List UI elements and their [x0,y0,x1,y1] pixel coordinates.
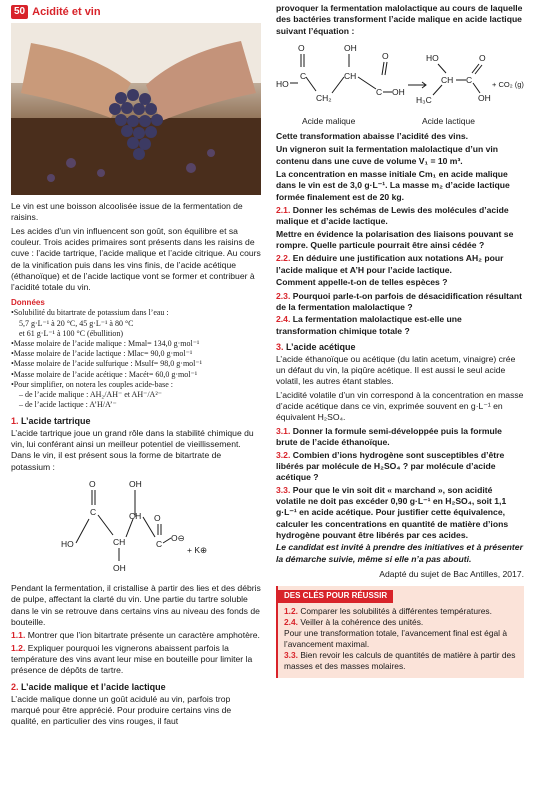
chem-atom: + K⊕ [187,544,208,555]
chem-atom: CH [344,71,357,82]
question-text: En déduire une justification aux notations AH₂ pour l’acide malique et A’H pour l’acide lactique. [276,253,504,275]
chem-atom: O [154,512,161,523]
bitartrate-structure [11,475,261,583]
donnee-line: – de l’acide malique : AH₂/AH⁻ et AH⁻/A²⁻ [19,390,162,400]
chem-atom: C [376,87,383,98]
chem-atom: O [89,478,96,489]
chem-atom: H₃C [416,95,432,106]
question-number: 3.2. [276,449,291,460]
section-3-title: L’acide acétique [286,341,356,352]
chem-atom: HO [61,538,74,549]
right-paragraph-3: La concentration en masse initiale Cm₁ en acide malique dans le vin est de 3,0 g·L⁻¹. La masse m₂ d’acide lactique formée finalement est de 20 kg. [276,169,510,202]
tip-item [284,650,518,672]
right-paragraph-1: Cette transformation abaisse l’acidité des vins. [276,131,468,142]
exercise-header [11,4,261,20]
tip-item [284,606,518,617]
question-2-1 [276,205,524,228]
donnees-title: Données [11,297,45,307]
tip-text: Veiller à la cohérence des unités. [300,616,424,627]
question-text: Donner la formule semi-développée puis la formule brute de l’acide éthanoïque. [276,425,502,448]
section-1-heading [11,416,261,428]
chem-atom: O [479,53,486,64]
chem-atom: C [90,506,97,517]
chem-atom: OH [129,478,142,489]
donnee-line: •Masse molaire de l’acide sulfurique : Msulf= 98,0 g·mol⁻¹ [11,359,203,369]
exercise-title: Acidité et vin [32,5,101,18]
intro-paragraph-1: Le vin est une boisson alcoolisée issue de la fermentation de raisins. [11,201,243,223]
question-3-2 [276,450,524,484]
tip-text: Bien revoir les calculs de quantités de matière à partir des masses et des masses molaires. [284,650,516,672]
right-paragraph-4: L’acide éthanoïque ou acétique (du latin acetum, vinaigre) crée un défaut du vin, la piqûre acétique. Il est aussi le seul acide volatil, les autres étant stables. [276,353,516,387]
question-number: 2.3. [276,290,291,301]
question-2-4 [276,314,524,337]
section-1-title: L’acide tartrique [21,415,91,426]
donnee-line: – de l’acide lactique : A’H/A’⁻ [19,400,117,410]
grapes-illustration [11,23,261,195]
question-3-1 [276,426,524,449]
question-number: 2.4. [276,314,291,325]
question-text: Expliquer pourquoi les vignerons abaissent parfois la température des vins avant leur mise en bouteille pour limiter la présence de dépôts de tartre. [11,642,253,676]
question-1-1 [11,630,261,641]
donnee-line: •Pour simplifier, on notera les couples acide-base : [11,379,173,389]
tips-box [276,586,524,678]
chem-atom: CH [129,510,142,521]
question-text: Combien d’ions hydrogène sont susceptibles d’être libérés par molécule de H₂SO₄ ? par molécule d’acide acétique ? [276,449,505,483]
question-2-1-follow: Mettre en évidence la polarisation des liaisons pouvant se rompre. Quelle particule pourrait être ainsi cédée ? [276,228,514,251]
chem-atom: OH [344,43,357,54]
intro-text [11,201,261,294]
question-1-2 [11,643,261,677]
chem-atom: O [298,43,305,54]
tip-number: 3.3. [284,650,298,661]
tip-item [284,628,518,650]
acide-lactique-label: Acide lactique [422,116,475,127]
section-2-heading [11,682,261,694]
section-1-number: 1. [11,415,19,426]
question-2-3 [276,291,524,314]
chem-atom: OH [478,93,491,104]
donnees-list [11,308,261,410]
chem-atom: CH [441,75,454,86]
question-number: 1.2. [11,642,26,653]
tip-number: 1.2. [284,605,298,616]
tip-text: Pour une transformation totale, l’avancement final est égal à l’avancement maximal. [284,628,507,650]
chem-atom: HO [426,53,439,64]
acide-malique-label: Acide malique [302,116,356,127]
malolactic-equation [276,39,524,131]
intro-paragraph-2: Les acides d’un vin influencent son goût, son équilibre et sa couleur. Trois acides primaires sont présents dans les raisins de cuve : l’acide tartrique, l’acide malique et l’acide citrique. Au cours de la vinification puis dans les vins finis, de l’acide acétique (éthanoïque) et de l’acide lactique vont se former et contribuer à l’acidité totale du vin. [11,225,261,293]
section-2-text: L’acide malique donne un goût acidulé au vin, parfois trop marqué pour être apprécié. Pour produire certains vins de qualité, en particulier des vins rouges, il faut [11,693,232,727]
question-text: Pour que le vin soit dit « marchand », son acidité volatile ne doit pas excéder 0,90 g·L⁻¹ en H₂SO₄, soit 1,1 g·L⁻¹ en acide acétique. Pour justifier cette équivalence, calculer les concentrations en quantité de matière d’ions hydrogène pouvant être libérés par ces acides. [276,484,509,540]
section-2-continued: provoquer la fermentation malolactique au cours de laquelle des bactéries transforment l’acide malique en acide lactique suivant l’équation : [276,3,523,36]
section-1-after: Pendant la fermentation, il cristallise à partir des lies et des débris de pulpe, affectant la clarté du vin. Une partie du tartre soluble dans le vin se retrouve dans certains vins au niveau des fonds de bouteille. [11,582,261,627]
chem-atom: CH [113,536,126,547]
instruction-note: Le candidat est invité à prendre des initiatives et à présenter la démarche suivie, même si elle n’a pas abouti. [276,542,523,564]
chem-atom: O [382,51,389,62]
right-paragraph-2: Un vigneron suit la fermentation malolactique d’un vin contenu dans une cuve de volume V₁ = 10 m³. [276,144,499,166]
donnee-line: •Solubilité du bitartrate de potassium dans l’eau : [11,308,169,318]
chem-atom: C [156,538,163,549]
chem-atom: HO [276,79,289,90]
question-text: Donner les schémas de Lewis des molécules d’acide malique et d’acide lactique. [276,205,509,227]
left-column [11,0,261,730]
question-text: Montrer que l’ion bitartrate présente un caractère amphotère. [27,630,260,641]
question-2-2-follow: Comment appelle-t-on de telles espèces ? [276,277,448,288]
exercise-number: 50 [11,5,28,19]
section-2-title: L’acide malique et l’acide lactique [21,681,166,692]
donnee-line: et 61 g·L⁻¹ à 100 °C (ébullition) [19,328,124,338]
source-note: Adapté du sujet de Bac Antilles, 2017. [379,568,524,579]
chem-atom: O⊖ [171,532,185,543]
section-2-number: 2. [11,681,19,692]
question-number: 1.1. [11,630,26,641]
section-3-heading [276,342,524,354]
section-3-number: 3. [276,341,284,352]
tip-item [284,617,518,628]
grapes-photo [11,23,261,195]
question-number: 2.2. [276,253,291,264]
question-number: 3.3. [276,484,291,495]
question-number: 2.1. [276,205,291,216]
donnee-line: •Masse molaire de l’acide malique : Mmal= 134,0 g·mol⁻¹ [11,339,200,348]
chem-atom: OH [392,87,405,98]
chem-atom: + CO₂ (g) [492,80,524,90]
donnee-line: •Masse molaire de l’acide lactique : Mlac= 90,0 g·mol⁻¹ [11,349,193,359]
right-paragraph-5: L’acidité volatile d’un vin correspond à la concentration en masse d’acide acétique dans ce vin, exprimée souvent en g·L⁻¹ en équivalent H₂SO₄. [276,389,524,423]
question-text: Pourquoi parle-t-on parfois de désacidification résultant de la fermentation malolactique ? [276,290,522,312]
question-number: 3.1. [276,425,291,436]
section-1-text: L’acide tartrique joue un grand rôle dans la stabilité chimique du vin, lui conférant ainsi un meilleur potentiel de vieillissement. Dans le vin, il est présent sous la forme de bitartrate de potassium : [11,427,254,472]
chem-atom: OH [113,562,126,573]
chem-atom: C [466,75,473,86]
question-2-2 [276,253,524,276]
right-column [276,0,524,678]
chem-atom: C [300,71,307,82]
bitartrate-svg [11,475,261,583]
question-3-3 [276,485,524,542]
equation-svg [276,39,524,131]
chem-atom: CH₂ [316,93,332,104]
donnee-line: •Masse molaire de l’acide acétique : Macét= 60,0 g·mol⁻¹ [11,369,198,379]
tips-title: DES CLÉS POUR RÉUSSIR [278,590,393,603]
tip-text: Comparer les solubilités à différentes températures. [300,605,492,616]
question-text: La fermentation malolactique est-elle une transformation chimique totale ? [276,314,462,336]
donnee-line: 5,7 g·L⁻¹ à 20 °C, 45 g·L⁻¹ à 80 °C [19,318,134,328]
tip-number: 2.4. [284,616,298,627]
